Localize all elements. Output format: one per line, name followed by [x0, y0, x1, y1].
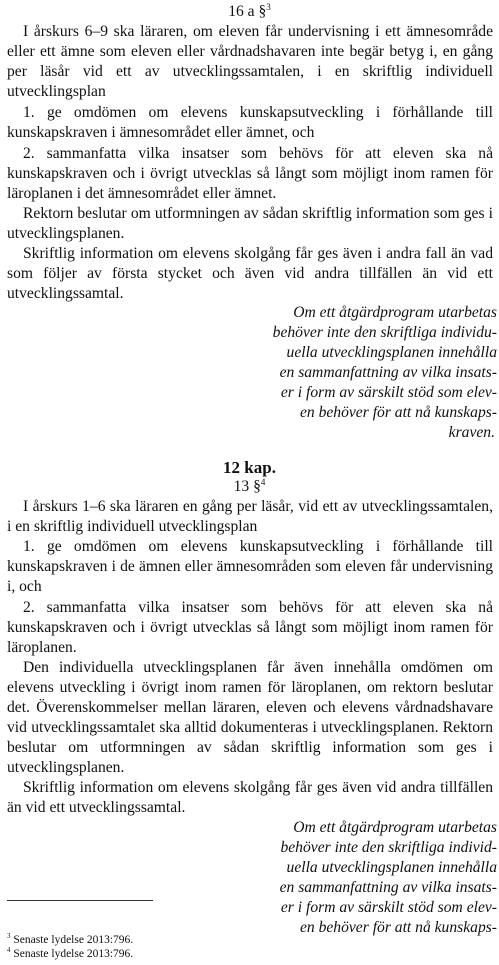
info-paragraph: Skriftlig information om elevens skolgång får ges även i andra fall än vad som följer av första stycket och även vid andra tillfällen än vid ett utvecklingssamtal.: [7, 245, 493, 302]
list-item-2-1: 1. ge omdömen om elevens kunskapsutveckling i förhållande till kunskapskraven i de ämnen eller ämnesområden som eleven får undervisning i, och: [7, 538, 493, 595]
footnote-ref-4: 4: [260, 476, 266, 487]
note-line: uella utvecklingsplanen innehålla: [286, 344, 497, 361]
paragraph-label-16a: [0, 2, 499, 22]
note-line: kraven.: [448, 424, 495, 441]
list-item-1: 1. ge omdömen om elevens kunskapsutveckling i förhållande till kunskapskraven i ämnesområdet eller ämnet, och: [7, 104, 493, 141]
footnote-3: [7, 934, 133, 947]
note-line: Om ett åtgärdprogram utarbetas: [293, 819, 497, 836]
note-line: uella utvecklingsplanen innehålla: [286, 859, 497, 876]
margin-note-1: [259, 303, 497, 443]
note-line: er i form av särskilt stöd som elev-: [280, 384, 497, 401]
margin-note-2: [259, 818, 497, 938]
paragraph-label-text: 16 a §: [228, 3, 267, 20]
footnote-number: 4: [7, 946, 11, 955]
list-item-2: 2. sammanfatta vilka insatser som behövs för att eleven ska nå kunskapskraven och i övrigt utvecklas så långt som möjligt inom ramen för läroplanen i det ämnesområdet eller ämnet.: [7, 145, 493, 202]
info-paragraph-2: Skriftlig information om elevens skolgång får ges även vid andra tillfällen än vid ett utvecklingssamtal.: [7, 779, 493, 816]
note-line: behöver inte den skriftliga individu-: [272, 324, 497, 341]
paragraph-label-13: [0, 477, 499, 497]
intro-paragraph-2: I årskurs 1–6 ska läraren en gång per läsår, vid ett av utvecklingssamtalen, i en skriftlig individuell utvecklingsplan: [7, 498, 493, 535]
footnote-divider: [7, 900, 153, 901]
note-line: en behöver för att nå kunskaps-: [299, 919, 497, 936]
footnote-text: Senaste lydelse 2013:796.: [13, 948, 134, 960]
footnote-number: 3: [7, 932, 11, 941]
rektor-paragraph: Rektorn beslutar om utformningen av sådan skriftlig information som ges i utvecklingsplanen.: [7, 205, 493, 242]
note-line: en sammanfattning av vilka insats-: [279, 364, 497, 381]
note-line: Om ett åtgärdprogram utarbetas: [293, 304, 497, 321]
footnote-4: [7, 948, 133, 961]
note-line: en sammanfattning av vilka insats-: [279, 879, 497, 896]
note-line: en behöver för att nå kunskaps-: [299, 404, 497, 421]
list-item-2-2: 2. sammanfatta vilka insatser som behövs för att eleven ska nå kunskapskraven och i övrigt utvecklas så långt som möjligt inom ramen för läroplanen.: [7, 599, 493, 656]
intro-paragraph: I årskurs 6–9 ska läraren, om eleven får undervisning i ett ämnesområde eller ett ämne som eleven eller vårdnadshavaren inte begär betyg i, en gång per läsår vid ett av utvecklingssamtalen, i en skriftlig individuell utvecklingsplan: [7, 23, 493, 100]
paragraph-label-text: 13 §: [233, 478, 261, 495]
chapter-heading: 12 kap.: [223, 458, 276, 477]
plan-paragraph: Den individuella utvecklingsplanen får även innehålla omdömen om elevens utveckling i övrigt inom ramen för läroplanen, om rektorn beslutar det. Överenskommelser mellan läraren, eleven och elevens vårdnadshavare vid utvecklingssamtalet ska alltid dokumenteras i utvecklingsplanen. Rektorn beslutar om utformningen av sådan skriftlig information som ges i utvecklingsplanen.: [7, 659, 493, 776]
note-line: er i form av särskilt stöd som elev-: [280, 899, 497, 916]
footnote-ref-3: 3: [266, 1, 271, 12]
footnote-text: Senaste lydelse 2013:796.: [13, 934, 134, 946]
note-line: behöver inte den skriftliga individ-: [280, 839, 497, 856]
